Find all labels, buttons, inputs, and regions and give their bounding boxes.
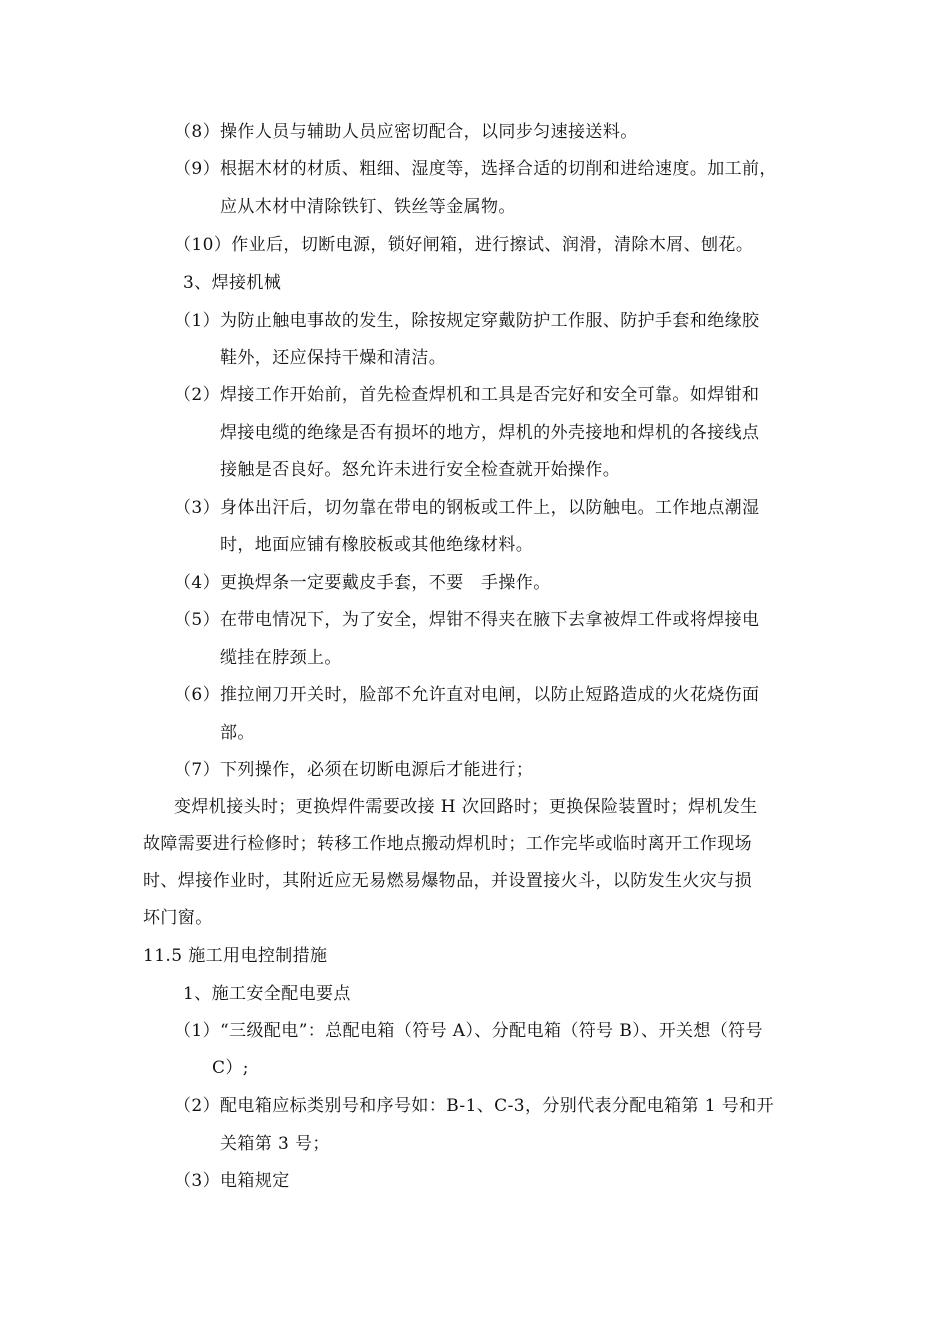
text-line: 应从木材中清除铁钉、铁丝等金属物。 — [220, 197, 516, 217]
text-line: （10）作业后，切断电源，锁好闸箱，进行擦试、润滑，清除木屑、刨花。 — [174, 235, 754, 255]
text-line: 时，地面应铺有橡胶板或其他绝缘材料。 — [220, 535, 534, 555]
text-line: （2）配电箱应标类别号和序号如：B-1、C-3，分别代表分配电箱第 1 号和开 — [174, 1096, 774, 1116]
text-line: （2）焊接工作开始前，首先检查焊机和工具是否完好和安全可靠。如焊钳和 — [174, 385, 760, 405]
text-line: 坏门窗。 — [143, 908, 213, 928]
text-line: （1）“三级配电”：总配电箱（符号 A）、分配电箱（符号 B）、开关想（符号 — [174, 1021, 763, 1041]
text-line: （3）电箱规定 — [174, 1171, 290, 1191]
text-line: 鞋外，还应保持干燥和清洁。 — [220, 348, 447, 368]
text-line: （5）在带电情况下，为了安全，焊钳不得夹在腋下去拿被焊工件或将焊接电 — [174, 610, 760, 630]
text-line: 缆挂在脖颈上。 — [220, 648, 342, 668]
text-line: 关箱第 3 号； — [220, 1134, 330, 1154]
section-heading: 1、施工安全配电要点 — [183, 984, 351, 1004]
text-line: （9）根据木材的材质、粗细、湿度等，选择合适的切削和进给速度。加工前， — [174, 159, 777, 179]
text-line: （8）操作人员与辅助人员应密切配合，以同步匀速接送料。 — [174, 122, 638, 142]
text-line: （7）下列操作，必须在切断电源后才能进行； — [174, 760, 534, 780]
text-line: C）; — [212, 1058, 249, 1078]
text-line: 部。 — [220, 723, 255, 743]
section-heading: 11.5 施工用电控制措施 — [143, 946, 328, 966]
text-line: 故障需要进行检修时；转移工作地点搬动焊机时；工作完毕或临时离开工作现场 — [143, 834, 752, 854]
text-line: （3）身体出汗后，切勿靠在带电的钢板或工件上，以防触电。工作地点潮湿 — [174, 498, 760, 518]
text-line: （1）为防止触电事故的发生，除按规定穿戴防护工作服、防护手套和绝缘胶 — [174, 311, 760, 331]
text-line: （4）更换焊条一定要戴皮手套，不要 手操作。 — [174, 573, 551, 593]
text-line: 接触是否良好。怒允许未进行安全检查就开始操作。 — [220, 460, 621, 480]
section-heading: 3、焊接机械 — [183, 273, 282, 293]
text-line: （6）推拉闸刀开关时，脸部不允许直对电闸，以防止短路造成的火花烧伤面 — [174, 685, 760, 705]
text-line: 变焊机接头时；更换焊件需要改接 H 次回路时；更换保险装置时；焊机发生 — [174, 797, 758, 817]
text-line: 时、焊接作业时，其附近应无易燃易爆物品，并设置接火斗，以防发生火灾与损 — [143, 871, 752, 891]
text-line: 焊接电缆的绝缘是否有损坏的地方，焊机的外壳接地和焊机的各接线点 — [220, 423, 760, 443]
